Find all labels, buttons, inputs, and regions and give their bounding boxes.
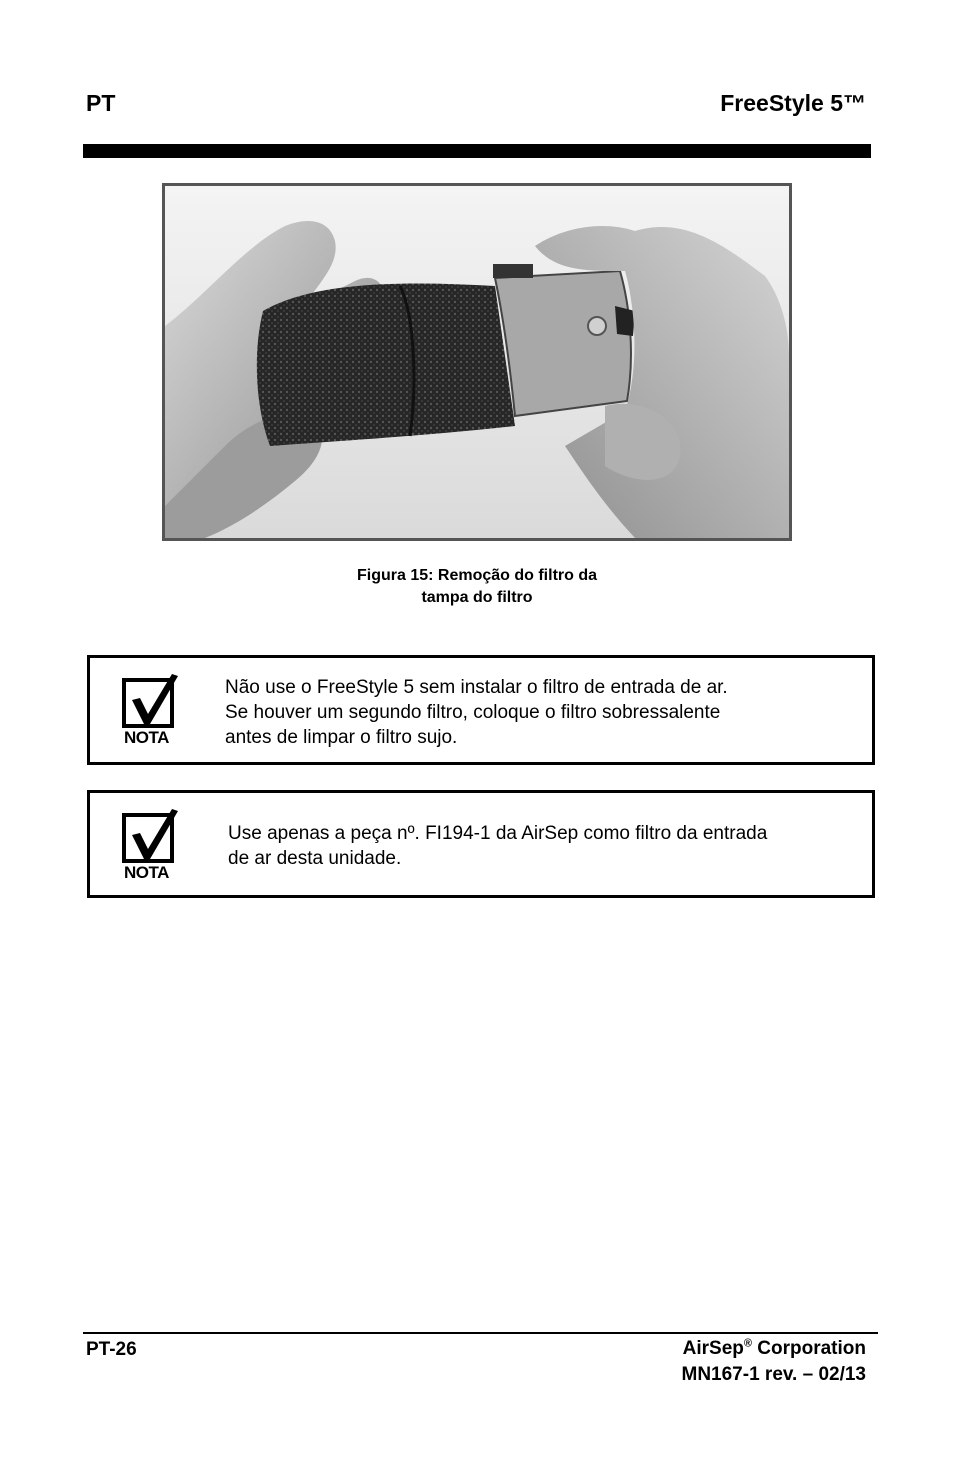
note-box-part-number xyxy=(87,790,875,898)
checkmark-box-icon xyxy=(120,805,182,863)
figure-photo-filter-removal xyxy=(162,183,792,541)
note-checkbox-icon xyxy=(120,805,190,883)
footer-company-info xyxy=(682,1336,867,1388)
language-code: PT xyxy=(86,90,116,116)
checkmark-box-icon xyxy=(120,670,182,728)
note-text-line: de ar desta unidade. xyxy=(228,848,402,869)
product-title: FreeStyle 5™ xyxy=(720,90,866,116)
filter-removal-photo-illustration xyxy=(165,186,789,538)
note-text-line: antes de limpar o filtro sujo. xyxy=(225,727,458,748)
footer-divider-line xyxy=(83,1332,878,1334)
registered-mark: ® xyxy=(743,1337,752,1350)
note-text-line: Não use o FreeStyle 5 sem instalar o filtro de entrada de ar. xyxy=(225,677,728,698)
note-text xyxy=(228,821,858,871)
figure-caption-line1: Figura 15: Remoção do filtro da xyxy=(356,567,598,584)
note-checkbox-icon xyxy=(120,670,190,748)
note-label: NOTA xyxy=(124,863,169,882)
figure-caption-line2: tampa do filtro xyxy=(421,589,533,606)
header-divider-bar xyxy=(83,144,871,158)
company-name: AirSep xyxy=(682,1338,744,1359)
figure-caption xyxy=(262,565,692,609)
document-revision: MN167-1 rev. – 02/13 xyxy=(681,1364,866,1385)
note-text-line: Se houver um segundo filtro, coloque o filtro sobressalente xyxy=(225,702,721,723)
company-line xyxy=(682,1336,867,1362)
note-text-line: Use apenas a peça nº. FI194-1 da AirSep como filtro da entrada xyxy=(228,823,768,844)
page-number: PT-26 xyxy=(86,1339,137,1360)
note-text xyxy=(225,675,845,750)
note-label: NOTA xyxy=(124,728,169,747)
company-suffix: Corporation xyxy=(752,1338,866,1359)
note-box-filter-install xyxy=(87,655,875,765)
